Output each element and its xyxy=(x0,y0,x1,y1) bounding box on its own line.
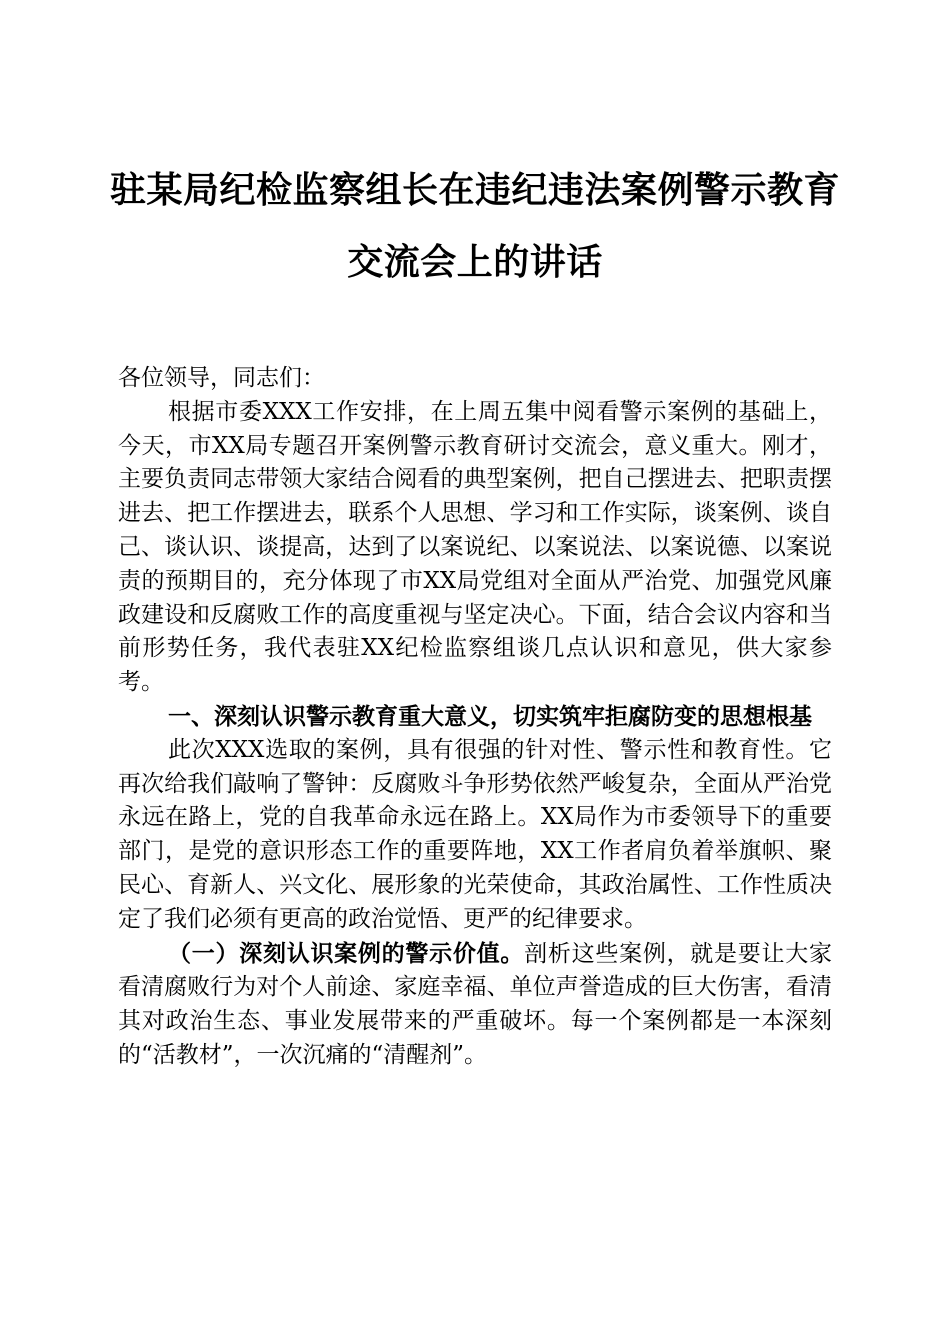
paragraph-intro: 根据市委XXX工作安排，在上周五集中阅看警示案例的基础上，今天，市XX局专题召开案例警示教育研讨交流会，意义重大。刚才，主要负责同志带领大家结合阅看的典型案例，把自己摆进去、把职责摆进去、把工作摆进去，联系个人思想、学习和工作实际，谈案例、谈自己、谈认识、谈提高，达到了以案说纪、以案说法、以案说德、以案说责的预期目的，充分体现了市XX局党组对全面从严治党、加强党风廉政建设和反腐败工作的高度重视与坚定决心。下面，结合会议内容和当前形势任务，我代表驻XX纪检监察组谈几点认识和意见，供大家参考。 xyxy=(118,398,832,696)
paragraph-section1: 此次XXX选取的案例，具有很强的针对性、警示性和教育性。它再次给我们敲响了警钟：反腐败斗争形势依然严峻复杂，全面从严治党永远在路上，党的自我革命永远在路上。XX局作为市委领导下的重要部门，是党的意识形态工作的重要阵地，XX工作者肩负着举旗帜、聚民心、育新人、兴文化、展形象的光荣使命，其政治属性、工作性质决定了我们必须有更高的政治觉悟、更严的纪律要求。 xyxy=(118,736,832,932)
subsection-text: 剖析这些案例，就是要让大家看清腐败行为对个人前途、家庭幸福、单位声誉造成的巨大伤害，看清其对政治生态、事业发展带来的严重破坏。每一个案例都是一本深刻的“活教材”，一次沉痛的“清醒剂”。 xyxy=(118,940,833,1068)
document-body xyxy=(118,362,832,1073)
paragraph-subsection1 xyxy=(118,937,832,1073)
document-title-line2: 交流会上的讲话 xyxy=(347,241,603,283)
document-title-line1: 驻某局纪检监察组长在违纪违法案例警示教育 xyxy=(109,169,840,211)
salutation: 各位领导，同志们： xyxy=(118,365,325,391)
subsection-lead: （一）深刻认识案例的警示价值。 xyxy=(168,939,525,967)
section-heading-1: 一、深刻认识警示教育重大意义，切实筑牢拒腐防变的思想根基 xyxy=(168,702,812,730)
